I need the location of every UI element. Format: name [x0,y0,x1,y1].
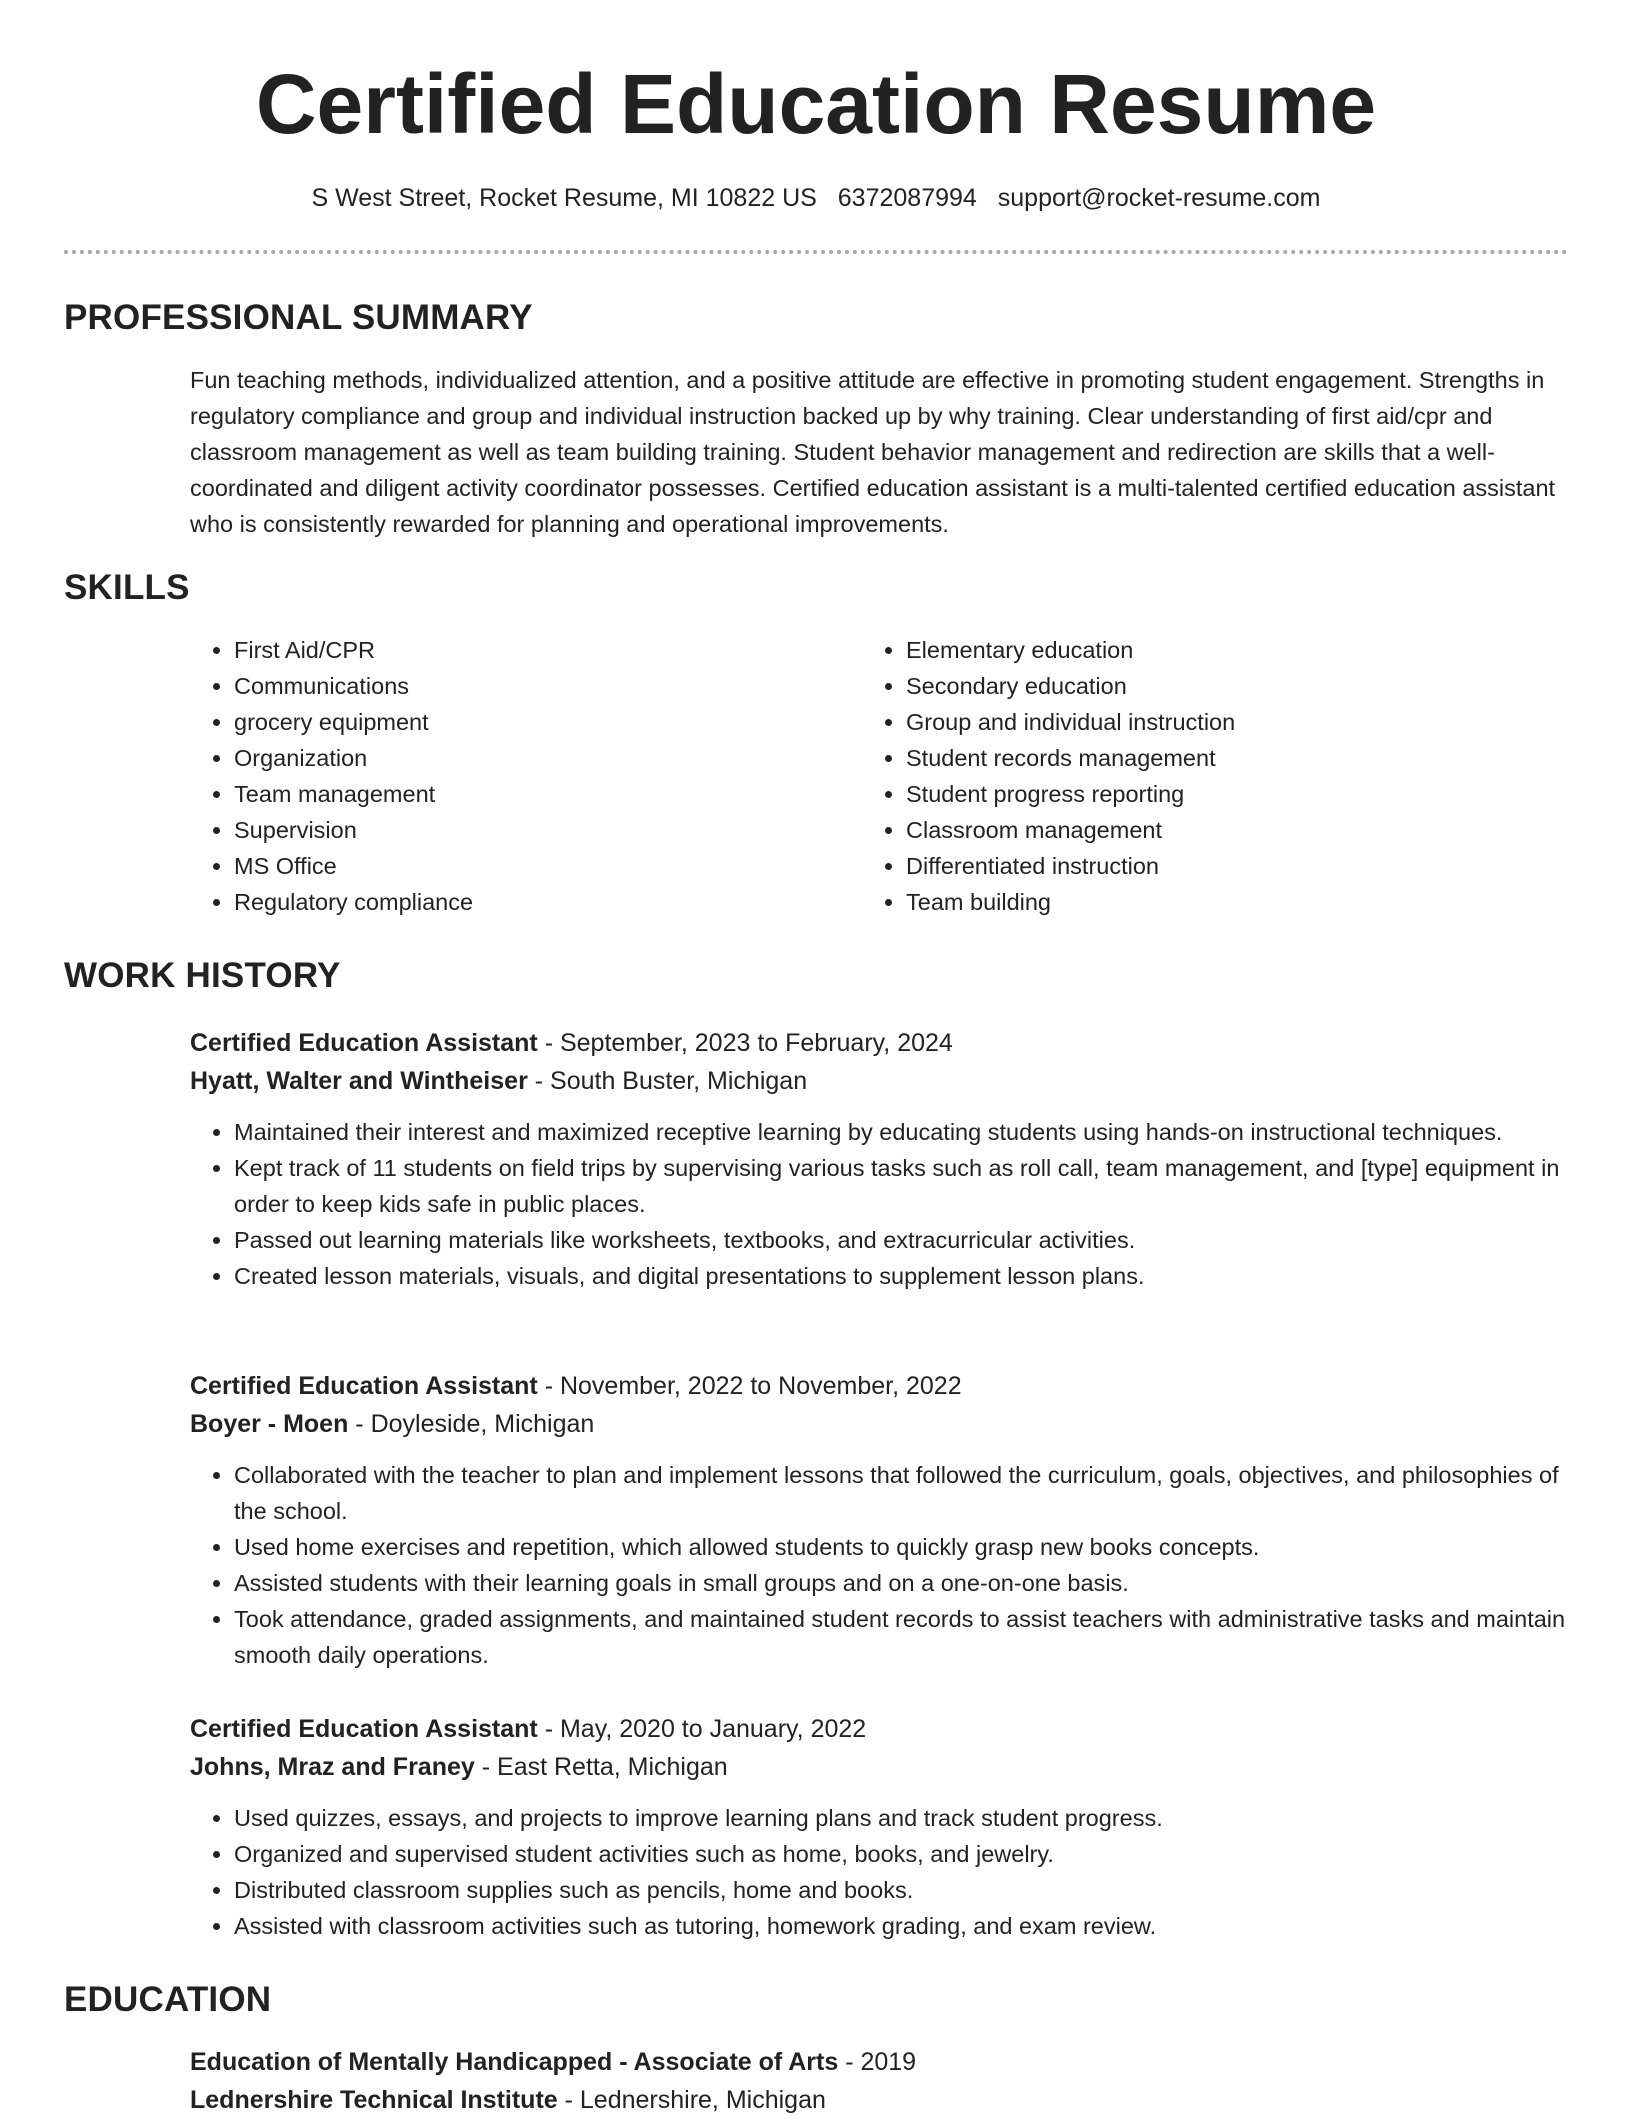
education-degree: Education of Mentally Handicapped - Associate of Arts [190,2048,839,2076]
summary-text: Fun teaching methods, individualized attention, and a positive attitude are effective in promoting student engagement. Strengths in regulatory compliance and group and individual instruction backed up by why training. Clear understanding of first aid/cpr and classroom management as well as team building training. Student behavior management and redirection are skills that a well-coordinated and diligent activity coordinator possesses. Certified education assistant is a multi-talented certified education assistant who is consistently rewarded for planning and operational improvements. [190,367,1556,537]
job-dates: - May, 2020 to January, 2022 [537,1715,867,1743]
skills-block [190,632,1630,932]
job-bullets [190,1800,1570,1944]
job-bullet: • Assisted with classroom activities such as tutoring, homework grading, and exam review. [234,1908,1570,1944]
job-bullet: • Passed out learning materials like worksheets, textbooks, and extracurricular activities. [234,1222,1570,1258]
job-entry [190,1710,1570,1944]
job-title-line [190,1710,1570,1748]
summary-block [190,362,1570,542]
job-entry [190,1367,1570,1673]
resume-title: Certified Education Resume [255,57,1377,151]
education-heading: EDUCATION [64,1980,272,2019]
job-company-line [190,1405,1570,1443]
job-company: Hyatt, Walter and Wintheiser [190,1067,528,1095]
skill-item: • First Aid/CPR [234,632,850,668]
email: support@rocket-resume.com [997,184,1321,212]
job-bullet: • Took attendance, graded assignments, and maintained student records to assist teachers with administrative tasks and maintain smooth daily operations. [234,1601,1570,1673]
skills-heading: SKILLS [64,568,190,607]
job-bullet: • Maintained their interest and maximized receptive learning by educating students using hands-on instructional techniques. [234,1114,1570,1150]
job-bullet: • Organized and supervised student activities such as home, books, and jewelry. [234,1836,1570,1872]
education-year: - 2019 [838,2048,917,2076]
skill-item: • Classroom management [906,812,1522,848]
phone: 6372087994 [837,184,977,212]
job-location: - Doyleside, Michigan [348,1410,595,1438]
job-bullet: • Used home exercises and repetition, which allowed students to quickly grasp new books concepts. [234,1529,1570,1565]
job-title-line [190,1367,1570,1405]
skill-item: • Group and individual instruction [906,704,1522,740]
skill-item: • Student progress reporting [906,776,1522,812]
job-bullet: • Used quizzes, essays, and projects to improve learning plans and track student progress. [234,1800,1570,1836]
summary-heading: PROFESSIONAL SUMMARY [64,298,533,337]
skill-item: • Organization [234,740,850,776]
education-location: - Lednershire, Michigan [557,2086,826,2114]
education-entry [190,2043,1570,2119]
job-bullet: • Collaborated with the teacher to plan and implement lessons that followed the curriculum, goals, objectives, and philosophies of the school. [234,1457,1570,1529]
job-dates: - November, 2022 to November, 2022 [537,1372,962,1400]
address: S West Street, Rocket Resume, MI 10822 US [311,184,817,212]
job-company-line [190,1062,1570,1100]
job-location: - South Buster, Michigan [527,1067,808,1095]
job-bullet: • Kept track of 11 students on field trips by supervising various tasks such as roll call, team management, and [type] equipment in order to keep kids safe in public places. [234,1150,1570,1222]
skill-item: • Elementary education [906,632,1522,668]
header-divider [64,250,1568,254]
education-degree-line [190,2043,1570,2081]
skill-item: • Differentiated instruction [906,848,1522,884]
skill-item: • Team management [234,776,850,812]
job-title-line [190,1024,1570,1062]
skill-item: • MS Office [234,848,850,884]
job-location: - East Retta, Michigan [474,1753,728,1781]
education-school: Lednershire Technical Institute [190,2086,558,2114]
skills-list-left [190,632,850,920]
skill-item: • Communications [234,668,850,704]
job-entry [190,1024,1570,1294]
job-bullet: • Assisted students with their learning goals in small groups and on a one-on-one basis. [234,1565,1570,1601]
job-bullet: • Created lesson materials, visuals, and digital presentations to supplement lesson plans. [234,1258,1570,1294]
job-bullet: • Distributed classroom supplies such as pencils, home and books. [234,1872,1570,1908]
skills-column-left [190,632,850,920]
skill-item: • grocery equipment [234,704,850,740]
job-company: Johns, Mraz and Franey [190,1753,475,1781]
skill-item: • Regulatory compliance [234,884,850,920]
job-company: Boyer - Moen [190,1410,349,1438]
job-bullets [190,1114,1570,1294]
job-title: Certified Education Assistant [190,1372,538,1400]
skill-item: • Team building [906,884,1522,920]
job-company-line [190,1748,1570,1786]
job-title: Certified Education Assistant [190,1715,538,1743]
skill-item: • Secondary education [906,668,1522,704]
skills-list-right [862,632,1522,920]
job-dates: - September, 2023 to February, 2024 [537,1029,953,1057]
job-title: Certified Education Assistant [190,1029,538,1057]
skills-column-right [862,632,1522,920]
contact-line [64,180,1568,216]
skill-item: • Student records management [906,740,1522,776]
education-school-line [190,2081,1570,2119]
skill-item: • Supervision [234,812,850,848]
job-bullets [190,1457,1570,1673]
work-heading: WORK HISTORY [64,956,341,995]
